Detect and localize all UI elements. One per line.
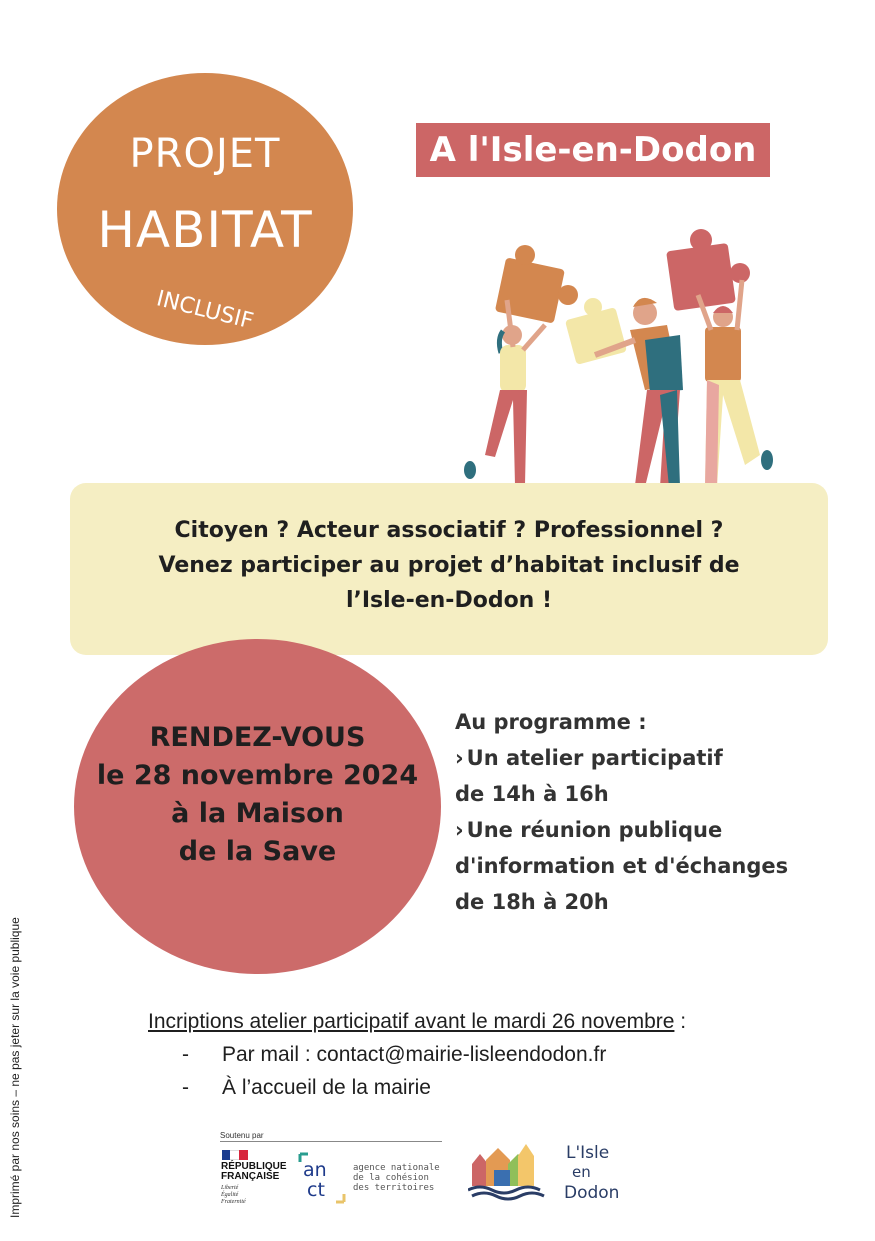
svg-text:Dodon: Dodon [564,1183,620,1203]
anct-line-3: des territoires [353,1183,435,1193]
registration-heading-suffix: : [674,1010,687,1033]
chevron-right-icon: › [455,818,464,842]
person-left-figure [464,300,545,494]
programme-title: Au programme : [455,710,647,734]
registration-in-person: À l’accueil de la mairie [222,1076,431,1099]
programme-item-subtitle: d'information et d'échanges [455,854,789,878]
rdv-line-3: à la Maison [171,798,344,829]
rdv-line-4: de la Save [178,836,337,867]
republique-francaise-logo [221,1162,287,1182]
dash-bullet: - [182,1076,189,1099]
programme-section [455,704,855,920]
programme-item [455,740,855,776]
print-notice: Imprimé par nos soins – ne pas jeter sur la voie publique [8,917,22,1218]
rf-line-1: RÉPUBLIQUE [221,1161,287,1172]
rdv-line-1: RENDEZ-VOUS [149,722,366,753]
rf-motto-2: Égalité [221,1192,239,1198]
registration-section [148,1005,848,1104]
red-puzzle-piece-icon [666,229,750,311]
person-right-figure [698,280,773,494]
logo-line-habitat: HABITAT [97,201,313,259]
anct-line-2: de la cohésion [353,1173,429,1183]
lisle-en-dodon-logo-icon [468,1136,638,1206]
invitation-line-1: Citoyen ? Acteur associatif ? Professionnel ? [174,518,724,543]
invitation-band [70,483,828,655]
rf-line-2: FRANÇAISE [221,1171,280,1182]
french-flag-icon [222,1150,248,1160]
registration-item [148,1071,848,1104]
project-logo-circle [57,73,353,345]
svg-text:en: en [572,1163,591,1181]
registration-heading-text: Incriptions atelier participatif avant le mardi 26 novembre [148,1010,675,1033]
registration-item [148,1038,848,1071]
svg-text:an: an [303,1159,327,1181]
invitation-line-3: l’Isle-en-Dodon ! [345,588,553,613]
programme-item-time: de 18h à 20h [455,890,609,914]
dash-bullet: - [182,1043,189,1066]
registration-heading [148,1005,848,1038]
programme-item-title: Un atelier participatif [466,746,723,770]
svg-text:ct: ct [307,1179,325,1201]
rf-motto [221,1185,246,1206]
svg-text:L'Isle: L'Isle [566,1143,610,1163]
logo-line-projet: PROJET [129,131,281,177]
rdv-date: le 28 novembre 2024 [96,760,419,791]
registration-email[interactable]: Par mail : contact@mairie-lisleendodon.fr [222,1043,607,1066]
supported-by-divider [220,1141,442,1142]
puzzle-people-illustration [455,225,785,500]
programme-item-time: de 14h à 16h [455,782,609,806]
rf-motto-1: Liberté [221,1185,239,1191]
programme-item [455,812,855,848]
logo-line-inclusif: INCLUSIF [153,286,256,335]
anct-logo-icon [298,1152,346,1204]
anct-name [353,1163,440,1193]
chevron-right-icon: › [455,746,464,770]
place-title-banner: A l'Isle-en-Dodon [416,123,770,177]
anct-line-1: agence nationale [353,1163,440,1173]
programme-item-title: Une réunion publique [466,818,723,842]
rendezvous-circle [74,639,441,974]
rf-motto-3: Fraternité [221,1199,246,1205]
supported-by-label: Soutenu par [220,1131,264,1140]
invitation-line-2: Venez participer au projet d’habitat inclusif de [158,553,740,578]
